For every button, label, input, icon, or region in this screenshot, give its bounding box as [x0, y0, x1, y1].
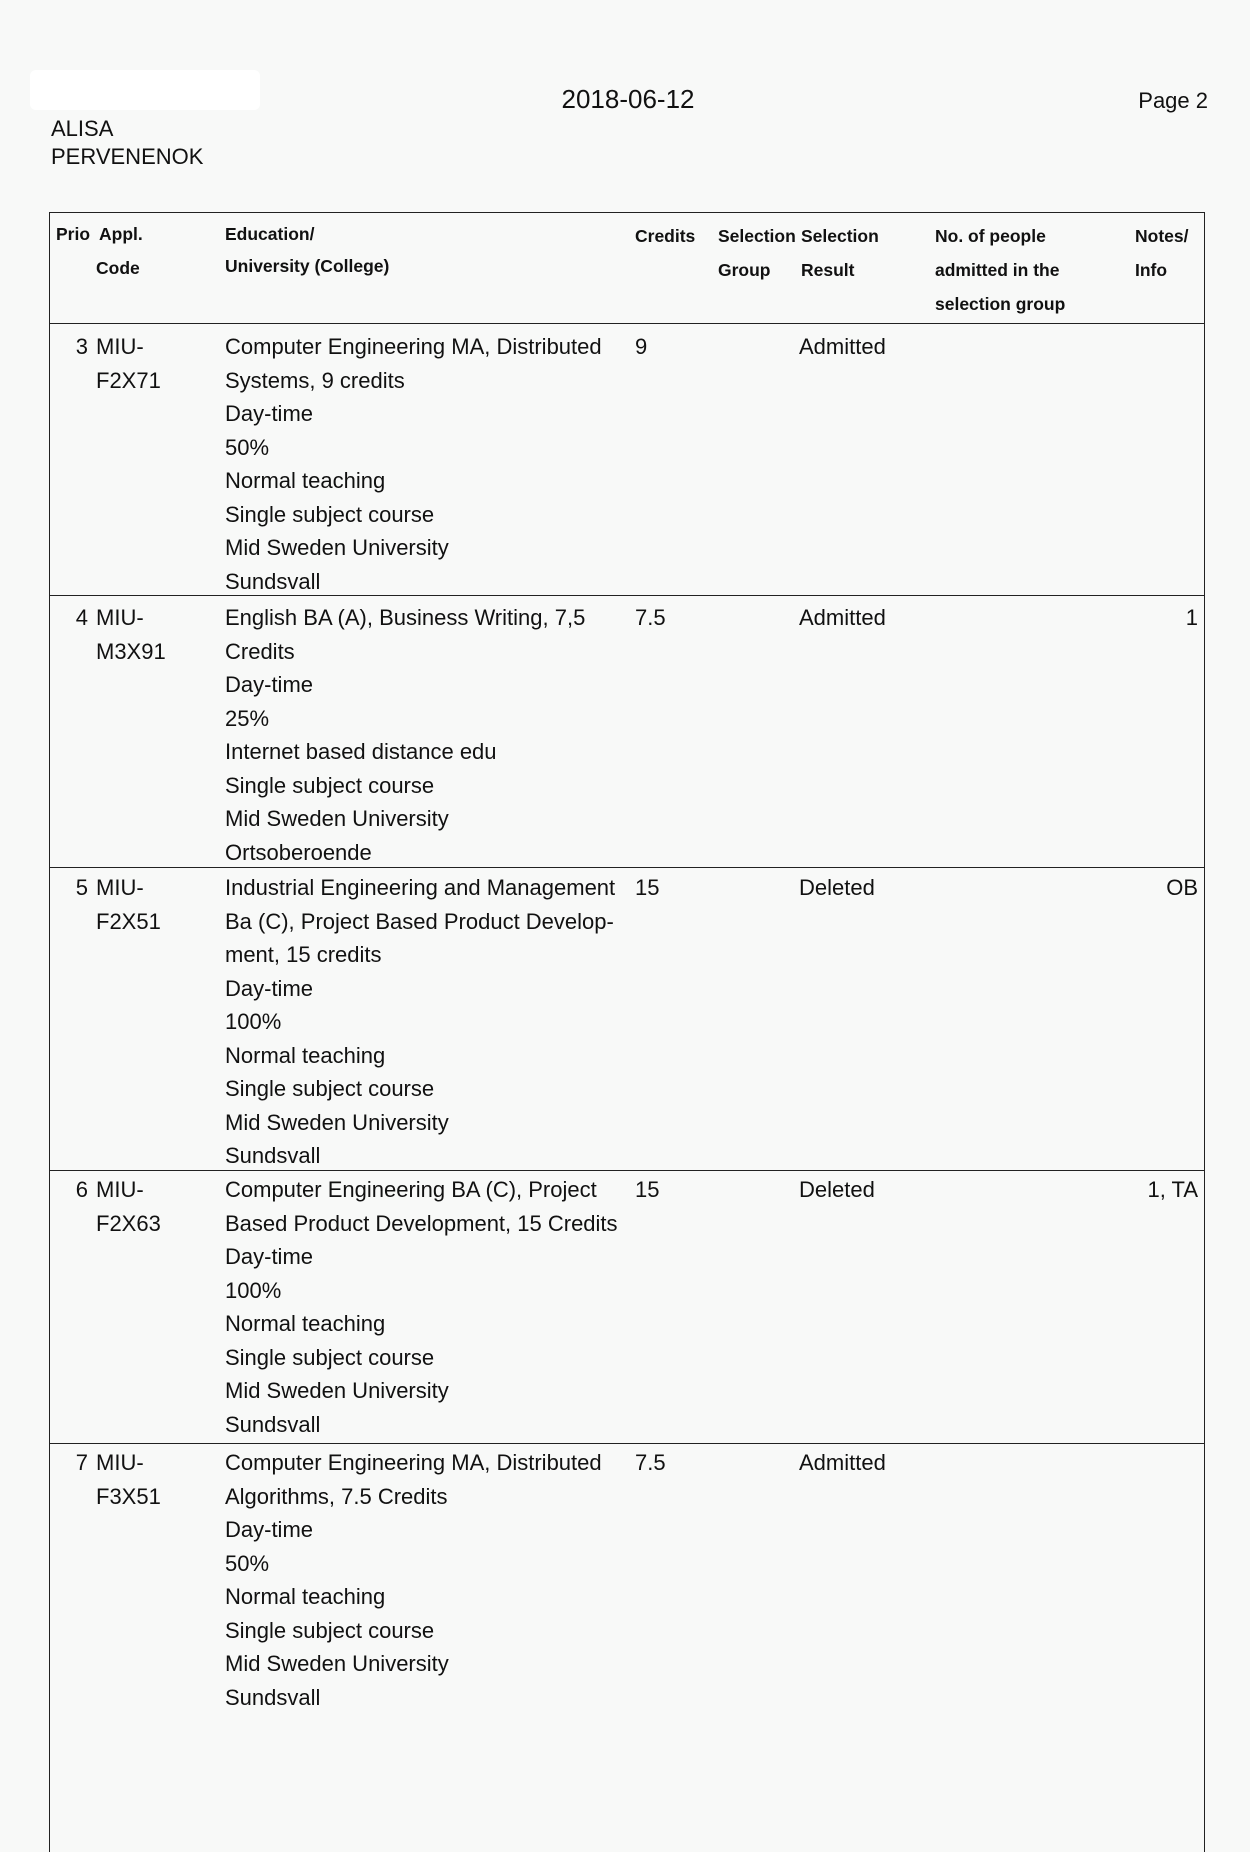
table-row [50, 867, 1204, 1170]
table-row [50, 595, 1204, 867]
row-code-line1: MIU- [96, 334, 144, 359]
edu-line: Day-time [225, 401, 314, 426]
edu-line: Normal teaching [225, 1311, 386, 1336]
row-code-line1: MIU- [96, 605, 144, 630]
edu-line: ment, 15 credits [225, 942, 382, 967]
edu-line: Normal teaching [225, 1042, 386, 1068]
edu-line: Single subject course [225, 1344, 435, 1370]
edu-line: Day-time [225, 975, 314, 1001]
row-education [225, 330, 665, 598]
col-selection-result-2: Result [801, 260, 855, 280]
edu-line: Day-time [225, 1517, 314, 1542]
row-notes: 1 [1185, 605, 1198, 630]
edu-line: Mid Sweden University [225, 806, 449, 831]
row-credits: 9 [635, 334, 648, 359]
edu-line: Day-time [225, 1244, 314, 1269]
edu-line: Industrial Engineering and Management [225, 875, 616, 900]
row-credits: 7.5 [635, 605, 666, 630]
col-university: University (College) [225, 256, 390, 276]
edu-line: 100% [225, 1009, 282, 1034]
edu-line: Based Product Development, 15 Credits [225, 1210, 618, 1236]
edu-line: Mid Sweden University [225, 535, 449, 560]
row-code [96, 601, 226, 668]
row-code-line2: F2X63 [96, 1210, 161, 1236]
row-code-line2: F2X51 [96, 908, 161, 934]
col-appl: Appl. [99, 224, 143, 244]
row-result: Admitted [799, 605, 886, 630]
edu-line: Ba (C), Project Based Product Develop- [225, 908, 614, 934]
table-row [50, 1170, 1204, 1443]
edu-line: Mid Sweden University [225, 1651, 449, 1676]
row-education [225, 1446, 665, 1714]
edu-line: Computer Engineering MA, Distributed [225, 334, 602, 359]
row-result: Deleted [799, 875, 875, 900]
row-code-line1: MIU- [96, 875, 144, 900]
row-result: Admitted [799, 1450, 886, 1475]
edu-line: English BA (A), Business Writing, 7,5 [225, 605, 586, 630]
edu-line: Credits [225, 638, 295, 664]
edu-line: Single subject course [225, 772, 435, 798]
row-result: Admitted [799, 334, 886, 359]
col-admitted: No. of people [935, 226, 1046, 246]
col-code: Code [96, 258, 140, 278]
application-table [49, 212, 1205, 1852]
edu-line: Mid Sweden University [225, 1378, 449, 1403]
page-number: Page 2 [1138, 88, 1208, 113]
row-code-line2: F2X71 [96, 367, 161, 393]
row-credits: 15 [635, 875, 660, 900]
applicant-first-name: ALISA [51, 116, 114, 141]
row-prio: 6 [75, 1177, 88, 1202]
edu-line: Sundsvall [225, 1143, 321, 1168]
table-header [50, 213, 1204, 324]
row-notes: 1, TA [1147, 1177, 1198, 1202]
edu-line: Sundsvall [225, 1411, 321, 1437]
row-code [96, 1173, 226, 1240]
row-code-line1: MIU- [96, 1177, 144, 1202]
edu-line: Internet based distance edu [225, 739, 497, 764]
row-education [225, 871, 665, 1173]
row-code [96, 871, 226, 938]
edu-line: Computer Engineering MA, Distributed [225, 1450, 602, 1475]
row-result: Deleted [799, 1177, 875, 1202]
row-code-line1: MIU- [96, 1450, 144, 1475]
table-row [50, 323, 1204, 595]
edu-line: Mid Sweden University [225, 1109, 449, 1135]
edu-line: Single subject course [225, 1617, 435, 1643]
row-education [225, 601, 665, 869]
applicant-last-name: PERVENENOK [51, 144, 204, 169]
edu-line: 50% [225, 434, 270, 460]
col-admitted-2: admitted in the [935, 260, 1060, 280]
table-row [50, 1443, 1204, 1843]
col-admitted-3: selection group [935, 294, 1066, 314]
edu-line: 100% [225, 1277, 282, 1303]
edu-line: 25% [225, 705, 270, 731]
col-notes: Notes/ [1135, 226, 1189, 246]
row-code-line2: F3X51 [96, 1483, 161, 1509]
col-selection-result: Selection [801, 226, 879, 246]
edu-line: Algorithms, 7.5 Credits [225, 1483, 448, 1509]
row-credits: 15 [635, 1177, 660, 1202]
edu-line: Single subject course [225, 1076, 435, 1101]
col-info: Info [1135, 260, 1168, 280]
applicant-name [51, 115, 203, 171]
row-code [96, 1446, 226, 1513]
row-prio: 4 [75, 605, 88, 630]
edu-line: 50% [225, 1550, 270, 1576]
col-credits: Credits [635, 226, 696, 246]
edu-line: Computer Engineering BA (C), Project [225, 1177, 597, 1202]
row-credits: 7.5 [635, 1450, 666, 1475]
edu-line: Systems, 9 credits [225, 367, 405, 393]
edu-line: Ortsoberoende [225, 839, 372, 865]
col-selection-group: Selection [718, 226, 796, 246]
edu-line: Normal teaching [225, 468, 386, 493]
col-prio: Prio [56, 224, 91, 244]
row-prio: 3 [75, 334, 88, 359]
row-notes: OB [1166, 875, 1198, 900]
document-date: 2018-06-12 [561, 84, 695, 114]
edu-line: Sundsvall [225, 1684, 321, 1710]
edu-line: Normal teaching [225, 1584, 386, 1609]
row-prio: 5 [75, 875, 88, 900]
row-code [96, 330, 226, 397]
col-selection-group-2: Group [718, 260, 771, 280]
col-education: Education/ [225, 224, 315, 244]
edu-line: Day-time [225, 672, 314, 697]
row-prio: 7 [75, 1450, 88, 1475]
row-education [225, 1173, 665, 1441]
edu-line: Sundsvall [225, 568, 321, 594]
edu-line: Single subject course [225, 501, 435, 527]
row-code-line2: M3X91 [96, 638, 166, 664]
